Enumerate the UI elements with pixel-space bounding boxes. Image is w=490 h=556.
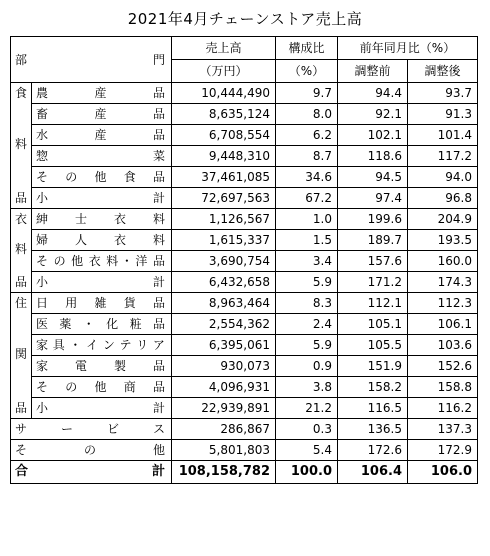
row-label-text: 小 計: [36, 401, 165, 415]
row-label: [32, 398, 172, 419]
cell-share: 100.0: [276, 461, 338, 484]
row-label-text: そ の 他: [15, 443, 165, 457]
group-char: 品: [14, 275, 27, 289]
cell-sales: 6,708,554: [172, 125, 276, 146]
row-label-text: そ の 他 食 品: [36, 170, 165, 184]
cell-after: 137.3: [408, 419, 478, 440]
row-label: [32, 314, 172, 335]
table-row: [11, 314, 478, 335]
table-row: [11, 125, 478, 146]
cell-share: 1.0: [276, 209, 338, 230]
row-label-text: 日 用 雑 貨 品: [36, 296, 165, 310]
cell-after: 101.4: [408, 125, 478, 146]
cell-after: 158.8: [408, 377, 478, 398]
cell-before: 136.5: [338, 419, 408, 440]
table-row: [11, 83, 478, 104]
cell-after: 94.0: [408, 167, 478, 188]
cell-share: 0.9: [276, 356, 338, 377]
row-label-text: 小 計: [36, 275, 165, 289]
cell-share: 3.4: [276, 251, 338, 272]
cell-share: 2.4: [276, 314, 338, 335]
cell-after: 174.3: [408, 272, 478, 293]
group-char: 料: [14, 242, 27, 256]
row-label: [11, 461, 172, 484]
group-char: 関: [14, 347, 27, 361]
table-row: [11, 377, 478, 398]
cell-sales: 8,963,464: [172, 293, 276, 314]
cell-share: 8.0: [276, 104, 338, 125]
cell-before: 151.9: [338, 356, 408, 377]
table-row: [11, 209, 478, 230]
cell-share: 34.6: [276, 167, 338, 188]
table-row: [11, 419, 478, 440]
cell-before: 105.5: [338, 335, 408, 356]
table-row: [11, 251, 478, 272]
group-char: 衣: [14, 212, 27, 226]
share-header: 構成比: [276, 37, 338, 60]
row-label-text: 家 具 ・ イ ン テ リ ア: [36, 338, 165, 352]
subtotal-row: [11, 398, 478, 419]
row-label: [32, 293, 172, 314]
row-label-text: 小 計: [36, 191, 165, 205]
header-row: [11, 37, 478, 60]
cell-sales: 1,615,337: [172, 230, 276, 251]
share-unit: （%）: [276, 60, 338, 83]
cell-before: 118.6: [338, 146, 408, 167]
cell-after: 106.0: [408, 461, 478, 484]
table-row: [11, 146, 478, 167]
cell-after: 96.8: [408, 188, 478, 209]
cell-share: 5.9: [276, 335, 338, 356]
row-label: [32, 209, 172, 230]
sales-table: [10, 36, 478, 484]
cell-sales: 286,867: [172, 419, 276, 440]
row-label-text: そ の 他 衣 料 ･ 洋 品: [36, 254, 165, 268]
cell-before: 94.5: [338, 167, 408, 188]
cell-share: 5.9: [276, 272, 338, 293]
row-label: [32, 83, 172, 104]
cell-before: 116.5: [338, 398, 408, 419]
cell-before: 158.2: [338, 377, 408, 398]
cell-sales: 5,801,803: [172, 440, 276, 461]
row-label: [32, 251, 172, 272]
cell-share: 67.2: [276, 188, 338, 209]
table-row: [11, 167, 478, 188]
cell-before: 172.6: [338, 440, 408, 461]
row-label: [32, 188, 172, 209]
row-label-text: 水 産 品: [36, 128, 165, 142]
table-row: [11, 293, 478, 314]
cell-before: 106.4: [338, 461, 408, 484]
total-row: [11, 461, 478, 484]
cell-after: 193.5: [408, 230, 478, 251]
cell-after: 204.9: [408, 209, 478, 230]
sales-unit: （万円）: [172, 60, 276, 83]
row-label: [32, 377, 172, 398]
cell-before: 189.7: [338, 230, 408, 251]
cell-sales: 8,635,124: [172, 104, 276, 125]
group-char: 品: [14, 191, 27, 205]
row-label: [32, 335, 172, 356]
cell-before: 199.6: [338, 209, 408, 230]
row-label: [32, 146, 172, 167]
row-label-text: 合 計: [15, 464, 165, 479]
cell-after: 103.6: [408, 335, 478, 356]
row-label: [32, 167, 172, 188]
group-char: 品: [14, 401, 27, 415]
group-label-housing: [11, 293, 32, 419]
yoy-header: 前年同月比（%）: [338, 37, 478, 60]
category-header: [11, 37, 172, 83]
cell-sales: 1,126,567: [172, 209, 276, 230]
row-label-text: そ の 他 商 品: [36, 380, 165, 394]
category-header-left: 部: [15, 52, 28, 67]
row-label: [32, 125, 172, 146]
table-row: [11, 335, 478, 356]
yoy-before-header: 調整前: [338, 60, 408, 83]
cell-sales: 10,444,490: [172, 83, 276, 104]
cell-share: 0.3: [276, 419, 338, 440]
cell-sales: 4,096,931: [172, 377, 276, 398]
cell-before: 102.1: [338, 125, 408, 146]
cell-before: 97.4: [338, 188, 408, 209]
group-label-food: [11, 83, 32, 209]
cell-sales: 930,073: [172, 356, 276, 377]
row-label-text: 畜 産 品: [36, 107, 165, 121]
row-label: [11, 419, 172, 440]
cell-after: 93.7: [408, 83, 478, 104]
table-row: [11, 230, 478, 251]
cell-share: 8.7: [276, 146, 338, 167]
cell-before: 157.6: [338, 251, 408, 272]
category-header-right: 門: [152, 52, 165, 67]
cell-before: 92.1: [338, 104, 408, 125]
cell-share: 8.3: [276, 293, 338, 314]
cell-sales: 3,690,754: [172, 251, 276, 272]
cell-sales: 108,158,782: [172, 461, 276, 484]
row-label-text: 婦 人 衣 料: [36, 233, 165, 247]
cell-sales: 9,448,310: [172, 146, 276, 167]
row-label: [32, 104, 172, 125]
cell-before: 105.1: [338, 314, 408, 335]
cell-sales: 37,461,085: [172, 167, 276, 188]
subtotal-row: [11, 188, 478, 209]
table-row: [11, 440, 478, 461]
group-label-clothing: [11, 209, 32, 293]
cell-share: 9.7: [276, 83, 338, 104]
row-label-text: 医 薬 ・ 化 粧 品: [36, 317, 165, 331]
row-label-text: 惣 菜: [36, 149, 165, 163]
cell-before: 94.4: [338, 83, 408, 104]
row-label: [11, 440, 172, 461]
cell-after: 160.0: [408, 251, 478, 272]
cell-after: 106.1: [408, 314, 478, 335]
group-char: 住: [14, 296, 27, 310]
cell-sales: 22,939,891: [172, 398, 276, 419]
subtotal-row: [11, 272, 478, 293]
group-char: 食: [14, 86, 27, 100]
row-label: [32, 272, 172, 293]
report-title: 2021年4月チェーンストア売上高: [127, 10, 363, 28]
cell-after: 117.2: [408, 146, 478, 167]
cell-before: 171.2: [338, 272, 408, 293]
cell-share: 6.2: [276, 125, 338, 146]
cell-sales: 2,554,362: [172, 314, 276, 335]
row-label-text: 紳 士 衣 料: [36, 212, 165, 226]
row-label-text: サ ー ビ ス: [15, 422, 165, 436]
cell-sales: 72,697,563: [172, 188, 276, 209]
cell-before: 112.1: [338, 293, 408, 314]
sales-header: 売上高: [172, 37, 276, 60]
yoy-after-header: 調整後: [408, 60, 478, 83]
cell-after: 172.9: [408, 440, 478, 461]
table-row: [11, 104, 478, 125]
cell-after: 91.3: [408, 104, 478, 125]
cell-share: 5.4: [276, 440, 338, 461]
table-row: [11, 356, 478, 377]
cell-after: 116.2: [408, 398, 478, 419]
cell-share: 3.8: [276, 377, 338, 398]
cell-share: 1.5: [276, 230, 338, 251]
row-label: [32, 356, 172, 377]
group-char: 料: [14, 137, 27, 151]
cell-after: 152.6: [408, 356, 478, 377]
row-label: [32, 230, 172, 251]
row-label-text: 農 産 品: [36, 86, 165, 100]
cell-sales: 6,432,658: [172, 272, 276, 293]
cell-sales: 6,395,061: [172, 335, 276, 356]
cell-share: 21.2: [276, 398, 338, 419]
cell-after: 112.3: [408, 293, 478, 314]
row-label-text: 家 電 製 品: [36, 359, 165, 373]
